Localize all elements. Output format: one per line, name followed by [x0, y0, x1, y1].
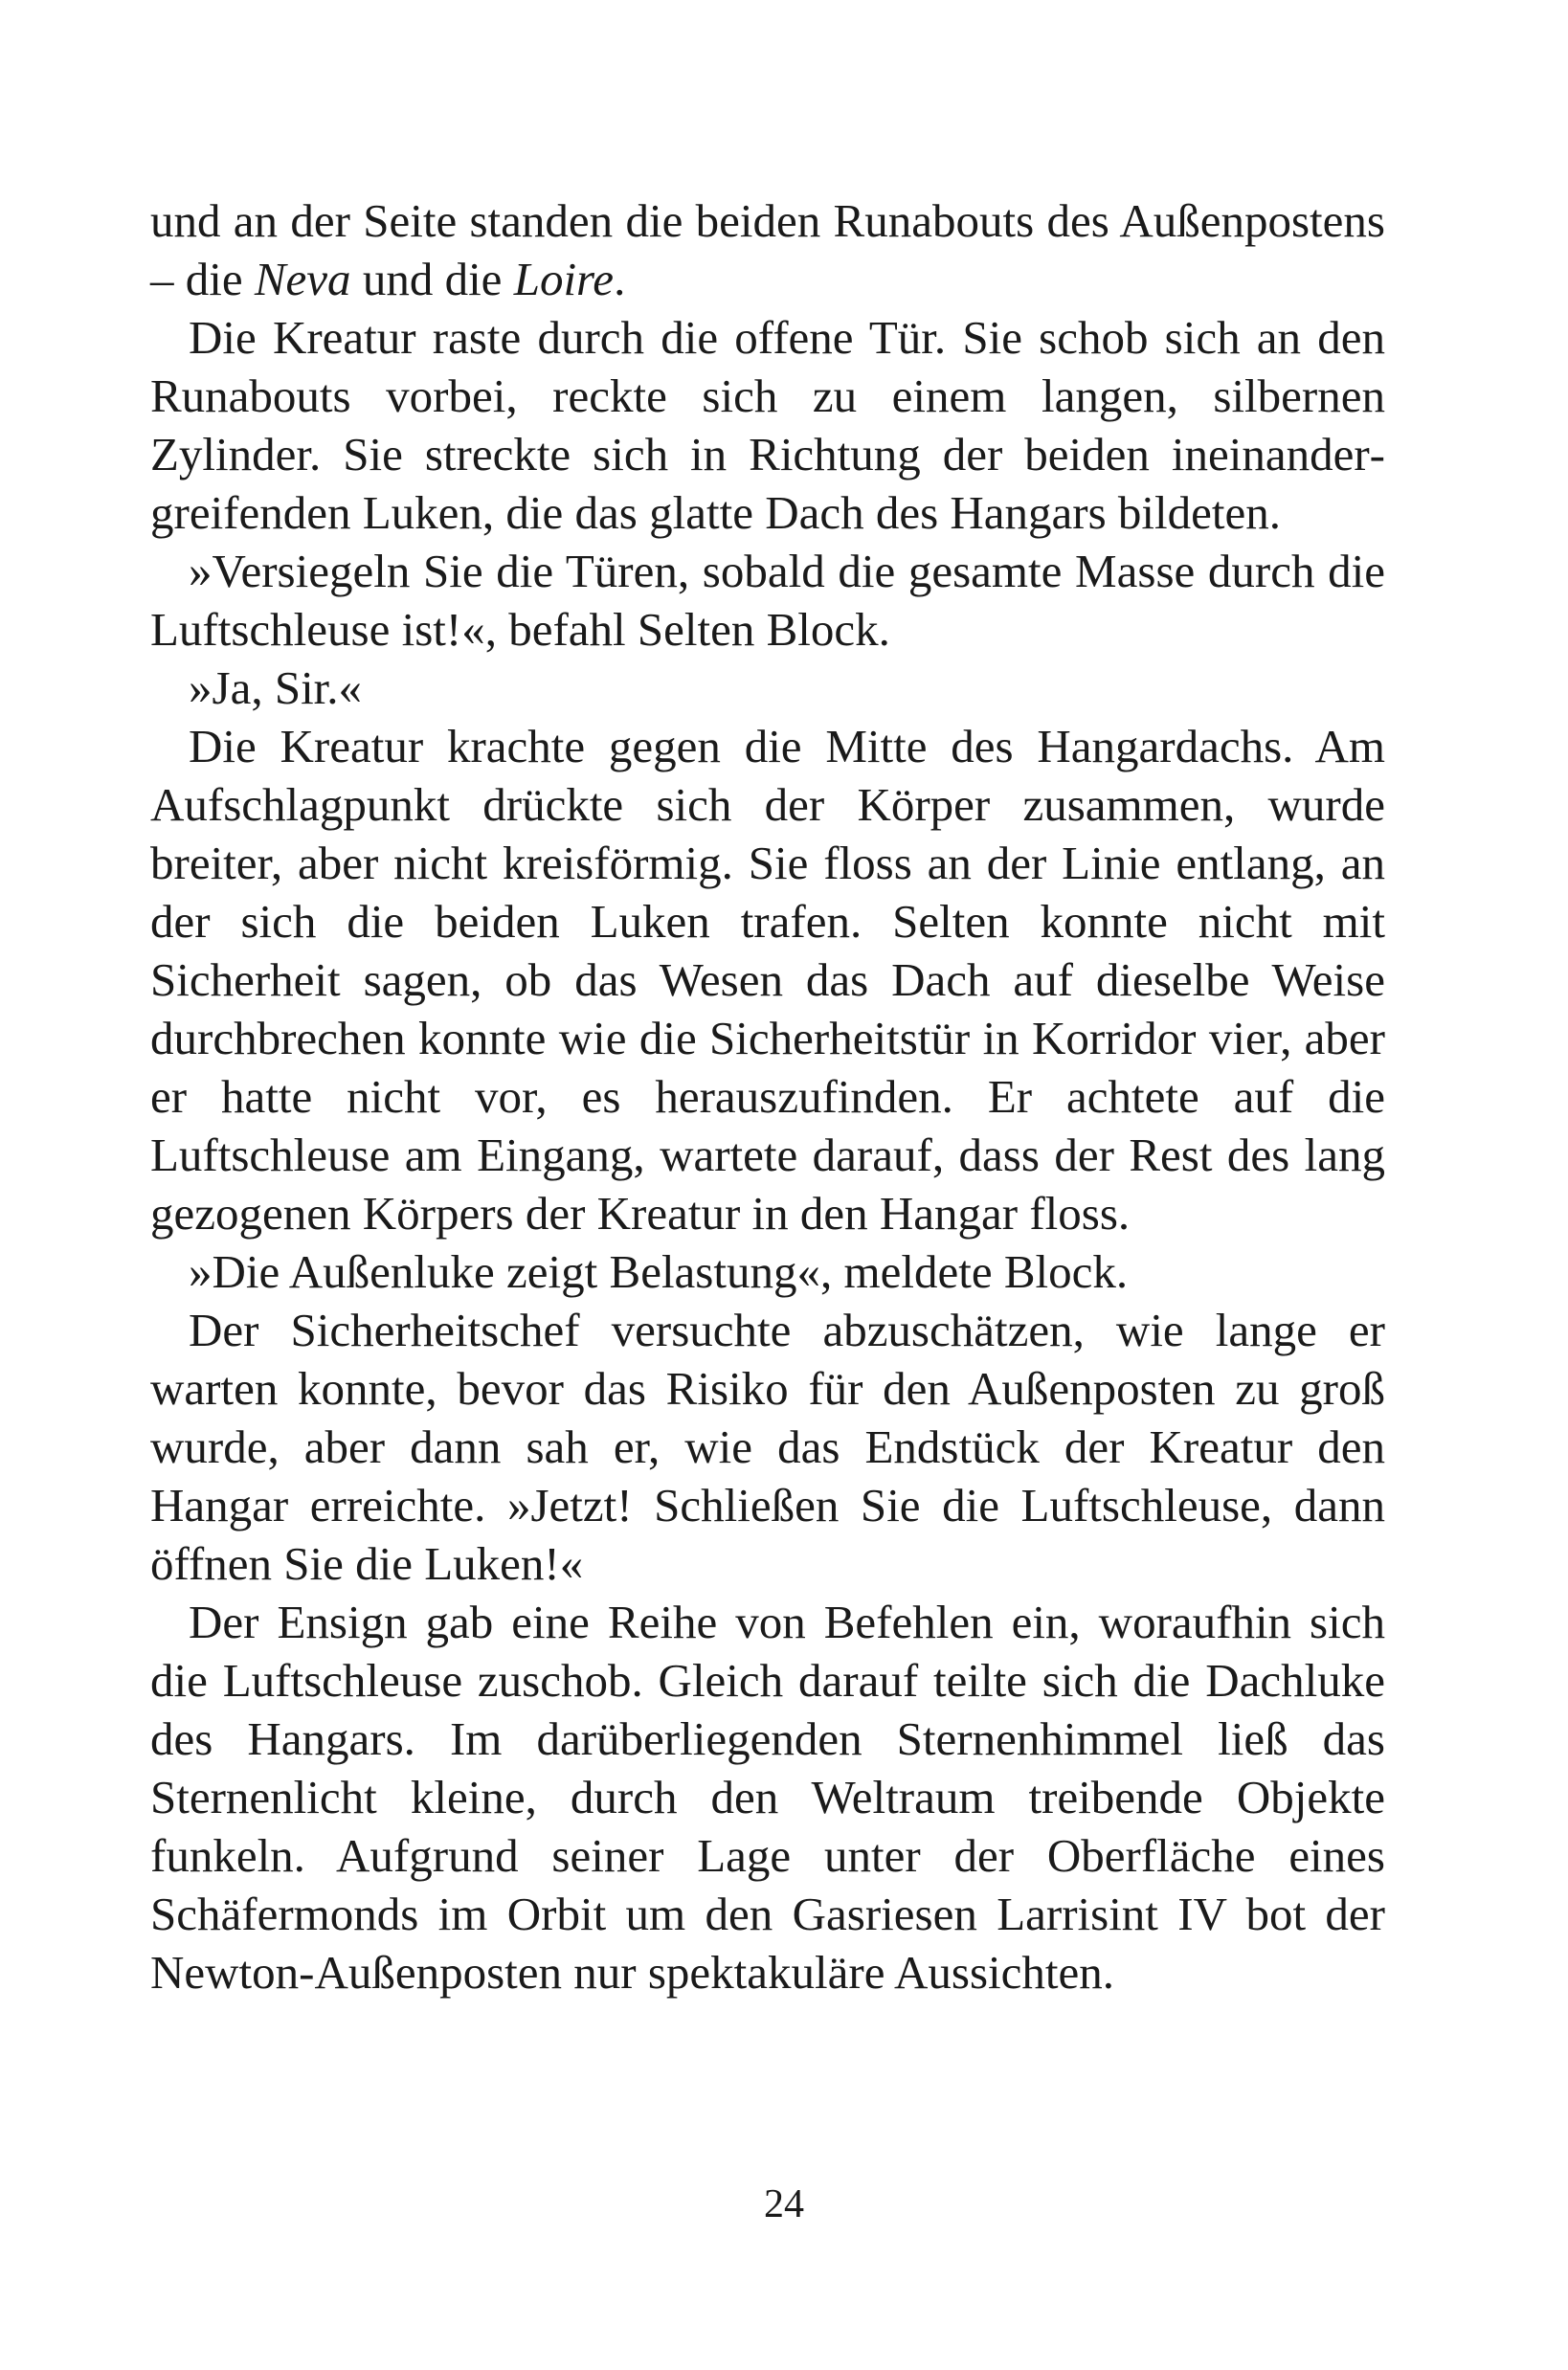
paragraph: [150, 1242, 1385, 1301]
paragraph-text: »Ja, Sir.«: [189, 661, 363, 714]
paragraph-text: Der Sicherheitschef versuchte abzuschätzen, wie lange er warten konnte, bevor das Risiko für den Außenposten zu groß wurde, aber dann sah er, wie das Endstück der Kreatur den Hangar erreichte. »Jetzt! Schließen Sie die Luftschleuse, dann öffnen Sie die Luken!«: [150, 1304, 1385, 1590]
paragraph-text: Der Ensign gab eine Reihe von Befehlen ein, woraufhin sich die Luftschleuse zuschob. Gleich darauf teilte sich die Dachluke des Hangars. Im darüberliegenden Sternenhimmel ließ das Sternenlicht kleine, durch den Weltraum treibende Objekte funkeln. Aufgrund seiner Lage unter der Oberfläche eines Schäfermonds im Orbit um den Gasriesen Larrisint IV bot der Newton-Außenposten nur spektakuläre Aussichten.: [150, 1596, 1385, 1999]
italic-ship-name: Loire: [513, 253, 615, 305]
paragraph: [150, 1593, 1385, 2001]
paragraph-text: Die Kreatur raste durch die offene Tür. Sie schob sich an den Runabouts vorbei, reckte sich zu einem langen, silbernen Zylinder. Sie streckte sich in Richtung der beiden ineinandergreifenden Luken, die das glatte Dach des Hangars bildeten.: [150, 311, 1385, 539]
paragraph-text: und an der Seite standen die beiden Runabouts des Außenpostens – die: [150, 194, 1385, 305]
page-number: 24: [764, 2182, 804, 2226]
paragraph-text: »Versiegeln Sie die Türen, sobald die gesamte Masse durch die Luftschleuse ist!«, befahl Selten Block.: [150, 545, 1385, 656]
paragraph: [150, 717, 1385, 1242]
paragraph: [150, 542, 1385, 659]
paragraph-text: Die Kreatur krachte gegen die Mitte des Hangardachs. Am Aufschlagpunkt drückte sich der Körper zusammen, wurde breiter, aber nicht kreisförmig. Sie floss an der Linie entlang, an der sich die beiden Luken trafen. Selten konnte nicht mit Sicherheit sagen, ob das Wesen das Dach auf dieselbe Weise durchbrechen konnte wie die Sicherheitstür in Korridor vier, aber er hatte nicht vor, es herauszufinden. Er achtete auf die Luftschleuse am Eingang, wartete darauf, dass der Rest des lang gezogenen Körpers der Kreatur in den Hangar floss.: [150, 720, 1385, 1240]
body-text: [150, 191, 1385, 2001]
italic-ship-name: Neva: [254, 253, 351, 305]
paragraph-text: .: [614, 253, 626, 305]
paragraph: [150, 191, 1385, 308]
paragraph: [150, 1301, 1385, 1593]
paragraph-text: »Die Außenluke zeigt Belastung«, meldete Block.: [189, 1245, 1129, 1298]
paragraph: [150, 659, 1385, 717]
paragraph-text: und die: [350, 253, 514, 305]
paragraph: [150, 308, 1385, 542]
